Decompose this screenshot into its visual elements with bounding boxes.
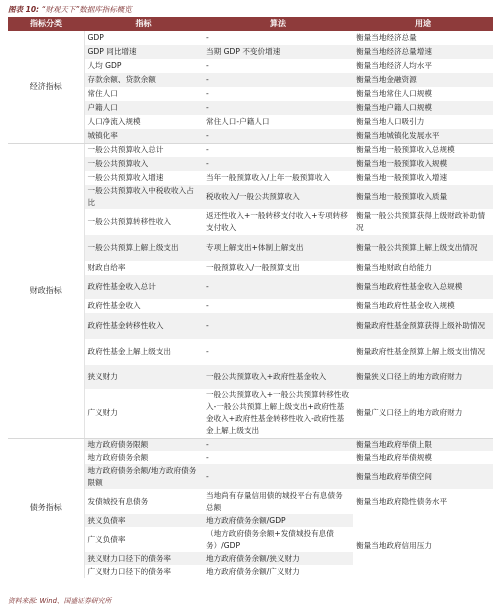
purpose-cell: 衡量当地经济人均水平: [353, 59, 493, 73]
purpose-cell: 衡量当地一般预算收入规模: [353, 157, 493, 171]
table-row: [8, 31, 493, 45]
method-cell: 一般公共预算收入+一般公共预算转移性收入-一般公共预算上解上级支出+政府性基金收入+政府性基金转移性收入-政府性基金上解上级支出: [203, 389, 353, 438]
method-cell: 地方政府债务余额/GDP: [203, 514, 353, 527]
purpose-cell: 衡量当地政府性基金收入总规模: [353, 275, 493, 299]
header-method: 算法: [203, 17, 353, 31]
method-cell: 专项上解支出+体制上解支出: [203, 235, 353, 261]
method-cell: -: [203, 87, 353, 101]
figure-caption: “财观天下”数据库指标概览: [41, 5, 132, 14]
indicator-cell: 户籍人口: [84, 101, 203, 115]
indicator-cell: GDP 同比增速: [84, 45, 203, 59]
indicator-cell: 人口净流入规模: [84, 115, 203, 129]
purpose-cell: 衡量当地政府信用压力: [353, 514, 493, 578]
indicator-cell: 人均 GDP: [84, 59, 203, 73]
indicator-cell: 常住人口: [84, 87, 203, 101]
indicator-cell: 存款余额、贷款余额: [84, 73, 203, 87]
indicator-cell: 狭义财力: [84, 365, 203, 389]
indicator-cell: 狭义财力口径下的债务率: [84, 552, 203, 565]
source-label: 资料来源:: [8, 597, 38, 605]
method-cell: 税收收入/一般公共预算收入: [203, 185, 353, 209]
purpose-cell: 衡量当地经济总量: [353, 31, 493, 45]
indicator-cell: GDP: [84, 31, 203, 45]
header-indicator: 指标: [84, 17, 203, 31]
method-cell: 地方政府债务余额/狭义财力: [203, 552, 353, 565]
purpose-cell: 衡量当地政府举债规模: [353, 451, 493, 464]
header-category: 指标分类: [8, 17, 84, 31]
purpose-cell: 衡量当地政府性基金收入规模: [353, 299, 493, 313]
indicator-cell: 广义负债率: [84, 527, 203, 552]
purpose-cell: 衡量广义口径上的地方政府财力: [353, 389, 493, 438]
purpose-cell: 衡量当地政府举债上限: [353, 438, 493, 451]
purpose-cell: 衡量当地政府隐性债务水平: [353, 489, 493, 514]
indicator-table: [8, 17, 493, 578]
method-cell: -: [203, 275, 353, 299]
method-cell: -: [203, 299, 353, 313]
method-cell: -: [203, 157, 353, 171]
category-cell: 经济指标: [8, 31, 84, 143]
figure-title: [8, 4, 132, 15]
table-row: [8, 143, 493, 157]
method-cell: -: [203, 339, 353, 365]
purpose-cell: 衡量当地政府举债空间: [353, 464, 493, 489]
method-cell: -: [203, 143, 353, 157]
indicator-cell: 发债城投有息债务: [84, 489, 203, 514]
purpose-cell: 衡量当地城镇化发展水平: [353, 129, 493, 143]
table-row: [8, 438, 493, 451]
purpose-cell: 衡量当地经济总量增速: [353, 45, 493, 59]
purpose-cell: 衡量当地一般预算收入增速: [353, 171, 493, 185]
method-cell: （地方政府债务余额+发债城投有息债务）/GDP: [203, 527, 353, 552]
category-cell: 债务指标: [8, 438, 84, 578]
method-cell: 返还性收入+一般转移支付收入+专项转移支付收入: [203, 209, 353, 235]
indicator-cell: 一般公共预算收入增速: [84, 171, 203, 185]
indicator-cell: 狭义负债率: [84, 514, 203, 527]
indicator-cell: 广义财力口径下的债务率: [84, 565, 203, 578]
method-cell: 当地尚有存量信用债的城投平台有息债务总额: [203, 489, 353, 514]
purpose-cell: 衡量政府性基金预算获得上级补助情况: [353, 313, 493, 339]
indicator-cell: 一般公共预算上解上级支出: [84, 235, 203, 261]
purpose-cell: 衡量一般公共预算上解上级支出情况: [353, 235, 493, 261]
figure-number: 图表 10:: [8, 5, 40, 14]
indicator-cell: 政府性基金收入总计: [84, 275, 203, 299]
purpose-cell: 衡量当地常住人口规模: [353, 87, 493, 101]
purpose-cell: 衡量当地一般预算收入总规模: [353, 143, 493, 157]
indicator-cell: 财政自给率: [84, 261, 203, 275]
purpose-cell: 衡量一般公共预算获得上级财政补助情况: [353, 209, 493, 235]
method-cell: 地方政府债务余额/广义财力: [203, 565, 353, 578]
method-cell: -: [203, 464, 353, 489]
indicator-cell: 一般公共预算收入: [84, 157, 203, 171]
purpose-cell: 衡量当地一般预算收入质量: [353, 185, 493, 209]
method-cell: -: [203, 73, 353, 87]
indicator-cell: 地方政府债务余额: [84, 451, 203, 464]
method-cell: 当年一般预算收入/上年一般预算收入: [203, 171, 353, 185]
method-cell: 一般预算收入/一般预算支出: [203, 261, 353, 275]
method-cell: 常住人口-户籍人口: [203, 115, 353, 129]
indicator-cell: 一般公共预算转移性收入: [84, 209, 203, 235]
indicator-cell: 地方政府债务余额/地方政府债务限额: [84, 464, 203, 489]
method-cell: -: [203, 451, 353, 464]
purpose-cell: 衡量当地金融资源: [353, 73, 493, 87]
method-cell: -: [203, 59, 353, 73]
method-cell: 当期 GDP 不变价增速: [203, 45, 353, 59]
source-text: Wind、国盛证券研究所: [39, 597, 112, 605]
indicator-cell: 地方政府债务限额: [84, 438, 203, 451]
indicator-cell: 一般公共预算收入中税收收入占比: [84, 185, 203, 209]
purpose-cell: 衡量当地户籍人口规模: [353, 101, 493, 115]
table-header-row: [8, 17, 493, 31]
method-cell: -: [203, 101, 353, 115]
indicator-cell: 广义财力: [84, 389, 203, 438]
indicator-cell: 政府性基金转移性收入: [84, 313, 203, 339]
method-cell: -: [203, 129, 353, 143]
purpose-cell: 衡量政府性基金预算上解上级支出情况: [353, 339, 493, 365]
purpose-cell: 衡量当地人口吸引力: [353, 115, 493, 129]
method-cell: -: [203, 31, 353, 45]
indicator-cell: 一般公共预算收入总计: [84, 143, 203, 157]
indicator-cell: 政府性基金收入: [84, 299, 203, 313]
purpose-cell: 衡量狭义口径上的地方政府财力: [353, 365, 493, 389]
method-cell: -: [203, 313, 353, 339]
indicator-cell: 政府性基金上解上级支出: [84, 339, 203, 365]
method-cell: -: [203, 438, 353, 451]
source-note: [8, 595, 111, 605]
indicator-cell: 城镇化率: [84, 129, 203, 143]
purpose-cell: 衡量当地财政自给能力: [353, 261, 493, 275]
header-purpose: 用途: [353, 17, 493, 31]
category-cell: 财政指标: [8, 143, 84, 438]
method-cell: 一般公共预算收入+政府性基金收入: [203, 365, 353, 389]
